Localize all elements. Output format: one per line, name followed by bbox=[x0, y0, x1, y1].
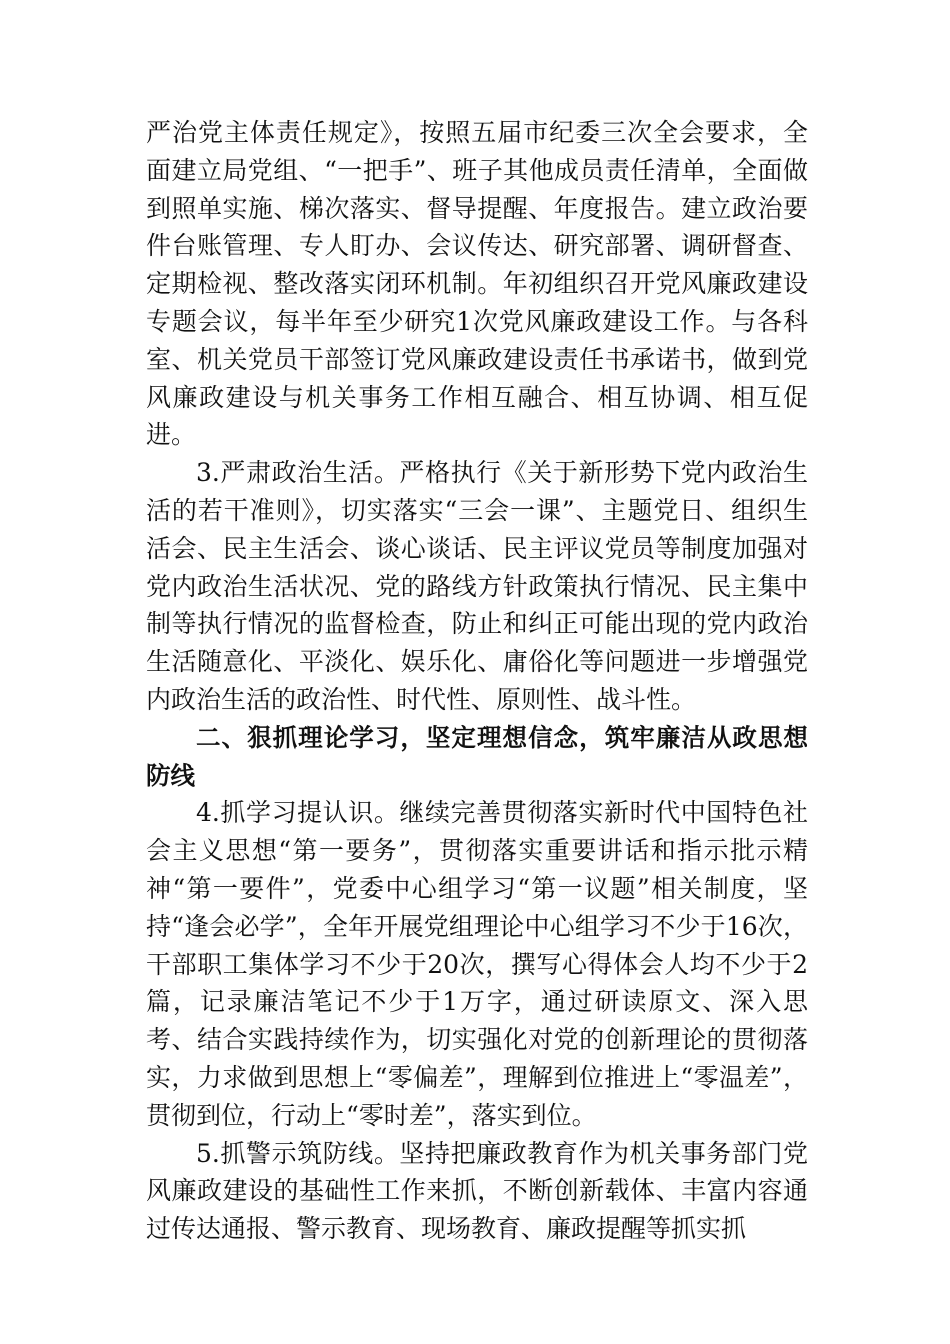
paragraph-continuation: 严治党主体责任规定》，按照五届市纪委三次全会要求，全面建立局党组、“一把手”、班子其他成员责任清单，全面做到照单实施、梯次落实、督导提醒、年度报告。建立政治要件台账管理、专人盯办、会议传达、研究部署、调研督查、定期检视、整改落实闭环机制。年初组织召开党风廉政建设专题会议，每半年至少研究1次党风廉政建设工作。与各科室、机关党员干部签订党风廉政建设责任书承诺书，做到党风廉政建设与机关事务工作相互融合、相互协调、相互促进。 bbox=[146, 118, 808, 450]
paragraph-item-4: 4.抓学习提认识。继续完善贯彻落实新时代中国特色社会主义思想“第一要务”，贯彻落实重要讲话和指示批示精神“第一要件”，党委中心组学习“第一议题”相关制度，坚持“逢会必学”，全年开展党组理论中心组学习不少于16次，干部职工集体学习不少于20次，撰写心得体会人均不少于2篇，记录廉洁笔记不少于1万字，通过研读原文、深入思考、结合实践持续作为，切实强化对党的创新理论的贯彻落实，力求做到思想上“零偏差”，理解到位推进上“零温差”，贯彻到位，行动上“零时差”，落实到位。 bbox=[146, 798, 808, 1130]
paragraph-item-5: 5.抓警示筑防线。坚持把廉政教育作为机关事务部门党风廉政建设的基础性工作来抓，不断创新载体、丰富内容通过传达通报、警示教育、现场教育、廉政提醒等抓实抓 bbox=[146, 1138, 808, 1244]
paragraph-item-3: 3.严肃政治生活。严格执行《关于新形势下党内政治生活的若干准则》，切实落实“三会一课”、主题党日、组织生活会、民主生活会、谈心谈话、民主评议党员等制度加强对党内政治生活状况、党的路线方针政策执行情况、民主集中制等执行情况的监督检查，防止和纠正可能出现的党内政治生活随意化、平淡化、娱乐化、庸俗化等问题进一步增强党内政治生活的政治性、时代性、原则性、战斗性。 bbox=[146, 458, 808, 714]
section-heading-2: 二、狠抓理论学习，坚定理想信念，筑牢廉洁从政思想防线 bbox=[146, 722, 808, 790]
document-body bbox=[146, 114, 808, 1248]
